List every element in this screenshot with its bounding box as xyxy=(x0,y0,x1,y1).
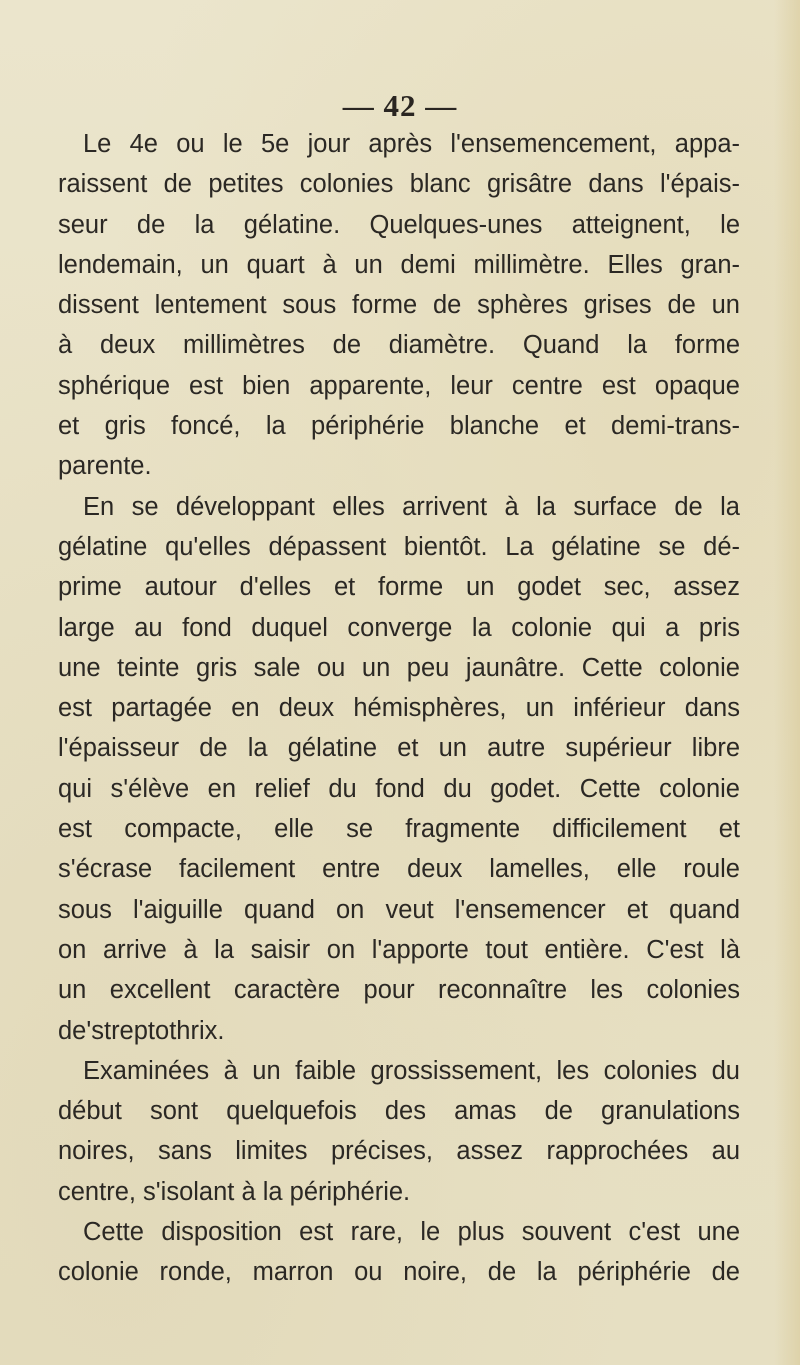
text-line: noires, sans limites précises, assez rapprochées au xyxy=(58,1137,740,1166)
text-line: gélatine qu'elles dépassent bientôt. La gélatine se dé- xyxy=(58,532,740,561)
text-line: parente. xyxy=(58,452,152,481)
text-line: seur de la gélatine. Quelques-unes atteignent, le xyxy=(58,210,740,239)
text-line: de'streptothrix. xyxy=(58,1016,225,1045)
text-line: début sont quelquefois des amas de granulations xyxy=(58,1097,740,1126)
text-line: et gris foncé, la périphérie blanche et demi-trans- xyxy=(58,412,740,441)
text-line: dissent lentement sous forme de sphères grises de un xyxy=(58,291,740,320)
text-line: colonie ronde, marron ou noire, de la périphérie de xyxy=(58,1258,740,1287)
text-line: une teinte gris sale ou un peu jaunâtre. Cette colonie xyxy=(58,653,740,682)
text-line: on arrive à la saisir on l'apporte tout entière. C'est là xyxy=(58,935,740,964)
text-line: à deux millimètres de diamètre. Quand la forme xyxy=(58,331,740,360)
text-line: En se développant elles arrivent à la surface de la xyxy=(83,492,740,521)
text-line: s'écrase facilement entre deux lamelles, elle roule xyxy=(58,855,740,884)
text-line: l'épaisseur de la gélatine et un autre supérieur libre xyxy=(58,734,740,763)
text-line: lendemain, un quart à un demi millimètre. Elles gran- xyxy=(58,250,740,279)
body-text xyxy=(58,124,740,1293)
text-line: Cette disposition est rare, le plus souvent c'est une xyxy=(83,1218,740,1247)
text-line: centre, s'isolant à la périphérie. xyxy=(58,1177,411,1206)
text-line: est compacte, elle se fragmente difficilement et xyxy=(58,815,740,844)
text-line: qui s'élève en relief du fond du godet. Cette colonie xyxy=(58,774,740,803)
text-line: sous l'aiguille quand on veut l'ensemencer et quand xyxy=(58,895,740,924)
text-line: un excellent caractère pour reconnaître les colonies xyxy=(58,976,740,1005)
page-number: — 42 — xyxy=(342,88,458,123)
text-line: Le 4e ou le 5e jour après l'ensemencement, appa- xyxy=(83,130,740,158)
text-line: raissent de petites colonies blanc grisâtre dans l'épais- xyxy=(58,170,740,199)
text-line: large au fond duquel converge la colonie qui a pris xyxy=(58,613,740,642)
text-line: est partagée en deux hémisphères, un inférieur dans xyxy=(58,694,740,723)
text-line: Examinées à un faible grossissement, les colonies du xyxy=(83,1056,740,1085)
text-line: prime autour d'elles et forme un godet sec, assez xyxy=(58,573,740,602)
page-edge-shadow xyxy=(774,0,800,1365)
text-line: sphérique est bien apparente, leur centre est opaque xyxy=(58,371,740,400)
